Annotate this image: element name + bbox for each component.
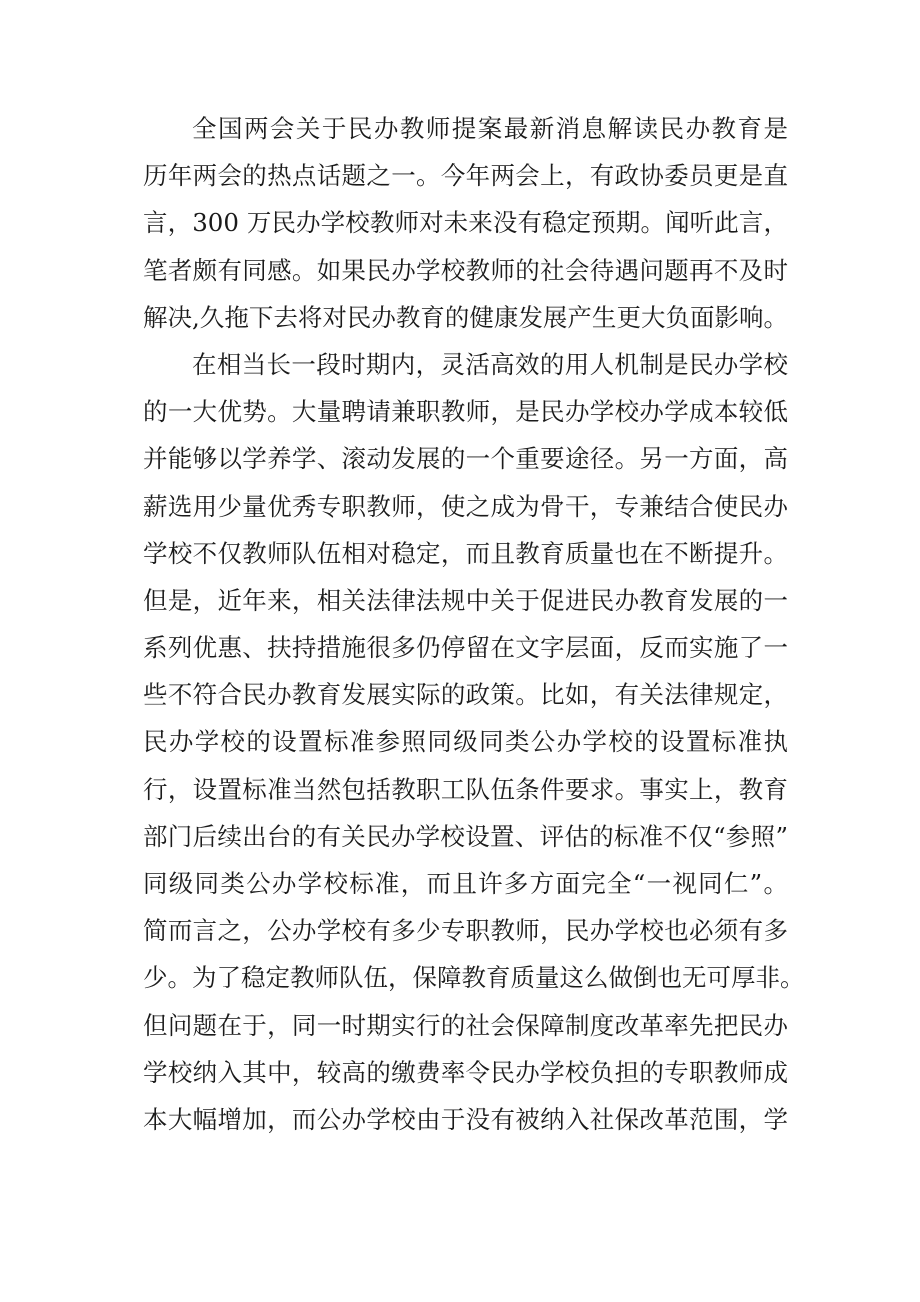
text-line: 民办学校的设置标准参照同级同类公办学校的设置标准执 bbox=[143, 727, 788, 757]
text-line: 部门后续出台的有关民办学校设置、评估的标准不仅“参照” bbox=[143, 821, 788, 851]
text-line: 少。为了稳定教师队伍，保障教育质量这么做倒也无可厚非。 bbox=[143, 963, 805, 993]
article-body bbox=[143, 105, 805, 1143]
text-line: 些不符合民办教育发展实际的政策。比如，有关法律规定， bbox=[143, 680, 788, 710]
text-line: 笔者颇有同感。如果民办学校教师的社会待遇问题再不及时 bbox=[143, 255, 788, 285]
text-line: 学校纳入其中，较高的缴费率令民办学校负担的专职教师成 bbox=[143, 1057, 788, 1087]
text-line: 薪选用少量优秀专职教师，使之成为骨干，专兼结合使民办 bbox=[143, 491, 788, 521]
text-line: 解决,久拖下去将对民办教育的健康发展产生更大负面影响。 bbox=[143, 302, 788, 332]
text-line: 在相当长一段时期内，灵活高效的用人机制是民办学校 bbox=[192, 349, 788, 379]
text-line: 学校不仅教师队伍相对稳定，而且教育质量也在不断提升。 bbox=[143, 538, 788, 568]
text-line: 的一大优势。大量聘请兼职教师，是民办学校办学成本较低 bbox=[143, 397, 788, 427]
text-line: 历年两会的热点话题之一。今年两会上，有政协委员更是直 bbox=[143, 161, 788, 191]
text-line: 但问题在于，同一时期实行的社会保障制度改革率先把民办 bbox=[143, 1010, 788, 1040]
text-line: 并能够以学养学、滚动发展的一个重要途径。另一方面，高 bbox=[143, 444, 788, 474]
text-line: 同级同类公办学校标准，而且许多方面完全“一视同仁”。 bbox=[143, 869, 788, 898]
text-line: 言，300 万民办学校教师对未来没有稳定预期。闻听此言， bbox=[143, 208, 788, 238]
text-line: 全国两会关于民办教师提案最新消息解读民办教育是 bbox=[192, 114, 788, 143]
text-line: 简而言之，公办学校有多少专职教师，民办学校也必须有多 bbox=[143, 916, 788, 946]
text-line: 系列优惠、扶持措施很多仍停留在文字层面，反而实施了一 bbox=[143, 633, 788, 663]
text-line: 本大幅增加，而公办学校由于没有被纳入社保改革范围，学 bbox=[143, 1104, 788, 1134]
text-line: 行，设置标准当然包括教职工队伍条件要求。事实上，教育 bbox=[143, 774, 788, 804]
text-line: 但是，近年来，相关法律法规中关于促进民办教育发展的一 bbox=[143, 585, 788, 615]
